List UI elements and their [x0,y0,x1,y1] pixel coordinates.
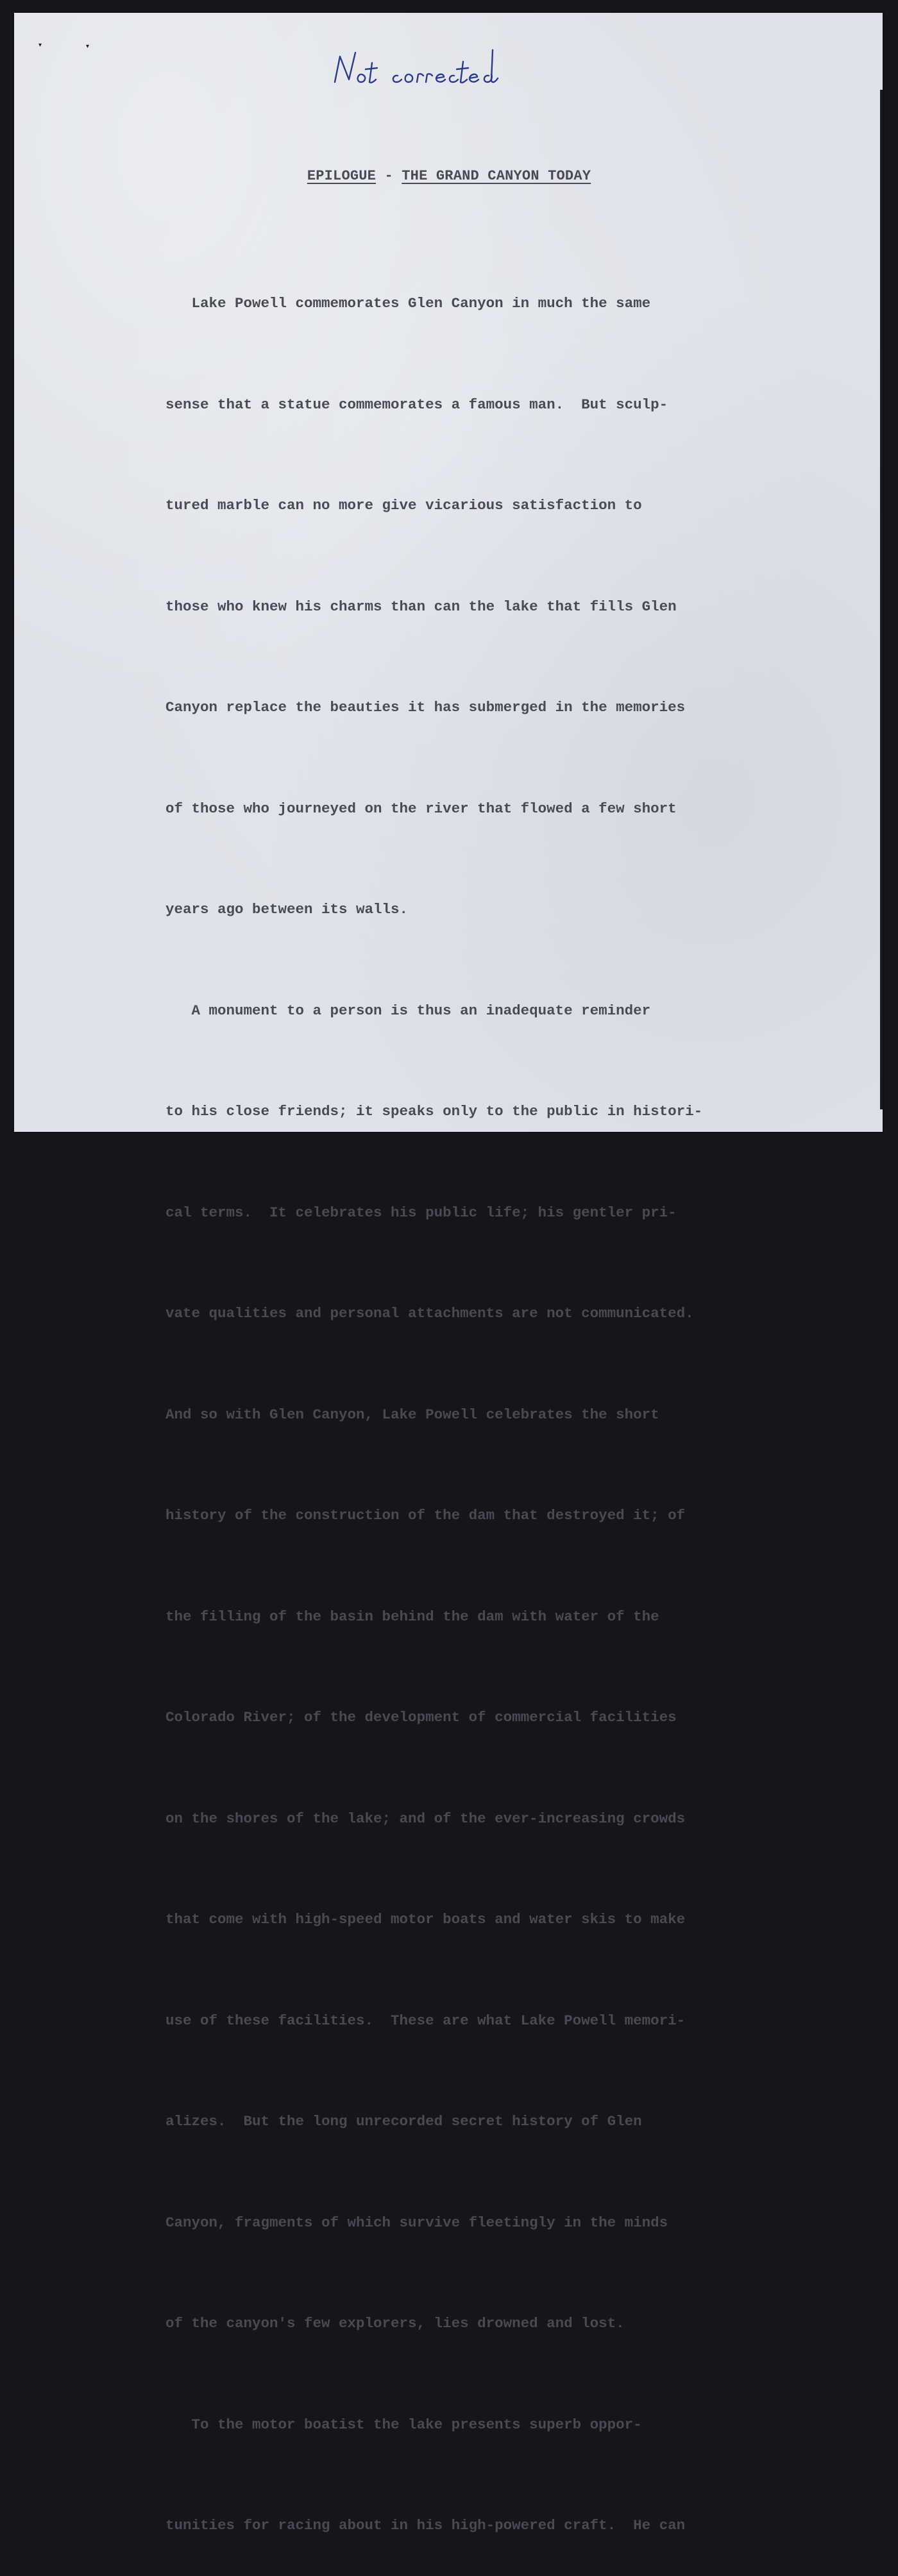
text-line: those who knew his charms than can the lake that fills Glen [165,598,677,615]
document-title [0,168,898,184]
text-line: history of the construction of the dam that destroyed it; of [165,1507,686,1524]
text-line: of the canyon's few explorers, lies drowned and lost. [165,2315,625,2332]
text-line: cal terms. It celebrates his public life; his gentler pri- [165,1204,677,1221]
text-line: alizes. But the long unrecorded secret history of Glen [165,2113,642,2130]
text-line: tunities for racing about in his high-powered craft. He can [165,2517,686,2534]
text-line: the filling of the basin behind the dam with water of the [165,1608,659,1625]
text-line: sense that a statue commemorates a famous man. But sculp- [165,396,668,413]
title-epilogue: EPILOGUE [307,168,377,184]
text-line: Colorado River; of the development of commercial facilities [165,1709,677,1726]
page-edge-shadow [880,90,883,1109]
text-line: to his close friends; it speaks only to the public in histori- [165,1103,703,1120]
text-line: on the shores of the lake; and of the ever-increasing crowds [165,1810,686,1827]
handwritten-annotation-not-corrected [321,40,526,97]
text-line: of those who journeyed on the river that flowed a few short [165,800,677,817]
text-line: vate qualities and personal attachments are not communicated. [165,1305,694,1322]
text-line: use of these facilities. These are what Lake Powell memori- [165,2012,686,2029]
ink-speck: ▾ [38,42,42,49]
text-line: And so with Glen Canyon, Lake Powell celebrates the short [165,1406,659,1423]
text-line: A monument to a person is thus an inadequate reminder [165,1002,651,1019]
ink-speck: ▾ [86,43,90,50]
title-grand-canyon-today: THE GRAND CANYON TODAY [402,168,591,184]
text-line: To the motor boatist the lake presents superb oppor- [165,2416,642,2433]
text-line: years ago between its walls. [165,901,409,918]
title-separator: - [376,168,402,184]
text-line: Lake Powell commemorates Glen Canyon in much the same [165,295,651,312]
text-line: Canyon replace the beauties it has submerged in the memories [165,699,686,716]
text-line: Canyon, fragments of which survive fleetingly in the minds [165,2214,668,2231]
body-text [165,219,807,2576]
text-line: that come with high-speed motor boats and water skis to make [165,1911,686,1928]
text-line: tured marble can no more give vicarious satisfaction to [165,497,642,514]
